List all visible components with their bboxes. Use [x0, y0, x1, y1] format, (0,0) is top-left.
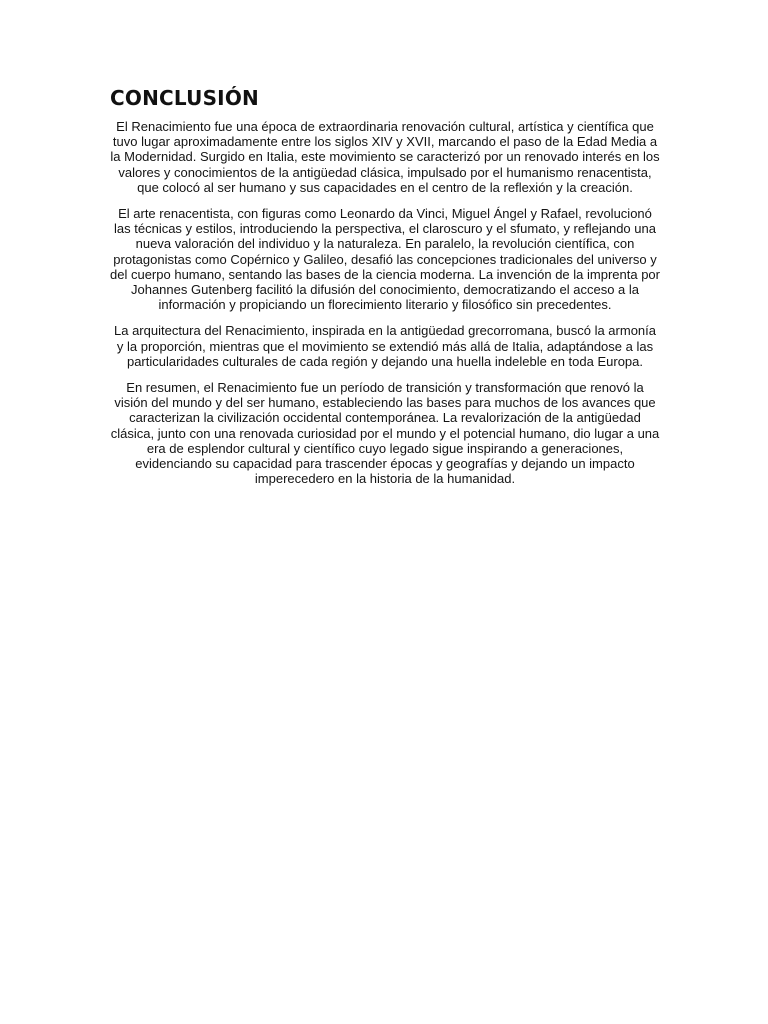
paragraph-3: La arquitectura del Renacimiento, inspirada en la antigüedad grecorromana, buscó la armonía y la proporción, mientras que el movimiento se extendió más allá de Italia, adaptándose a las particularidades culturales de cada región y dejando una huella indeleble en toda Europa. [114, 323, 656, 369]
document-content [110, 86, 660, 497]
paragraph-1: El Renacimiento fue una época de extraordinaria renovación cultural, artística y científica que tuvo lugar aproximadamente entre los siglos XIV y XVII, marcando el paso de la Edad Media a la Modernidad. Surgido en Italia, este movimiento se caracterizó por un renovado interés en los valores y conocimientos de la antigüedad clásica, impulsado por el humanismo renacentista, que colocó al ser humano y sus capacidades en el centro de la reflexión y la creación. [110, 119, 660, 195]
paragraph-2: El arte renacentista, con figuras como Leonardo da Vinci, Miguel Ángel y Rafael, revolucionó las técnicas y estilos, introduciendo la perspectiva, el claroscuro y el sfumato, y reflejando una nueva valoración del individuo y la naturaleza. En paralelo, la revolución científica, con protagonistas como Copérnico y Galileo, desafió las concepciones tradicionales del universo y del cuerpo humano, sentando las bases de la ciencia moderna. La invención de la imprenta por Johannes Gutenberg facilitó la difusión del conocimiento, democratizando el acceso a la información y propiciando un florecimiento literario y filosófico sin precedentes. [110, 206, 660, 313]
page-title: CONCLUSIÓN [110, 86, 259, 110]
paragraph-4: En resumen, el Renacimiento fue un período de transición y transformación que renovó la visión del mundo y del ser humano, estableciendo las bases para muchos de los avances que caracterizan la civilización occidental contemporánea. La revalorización de la antigüedad clásica, junto con una renovada curiosidad por el mundo y el potencial humano, dio lugar a una era de esplendor cultural y científico cuyo legado sigue inspirando a generaciones, evidenciando su capacidad para trascender épocas y geografías y dejando un impacto imperecedero en la historia de la humanidad. [110, 380, 660, 487]
